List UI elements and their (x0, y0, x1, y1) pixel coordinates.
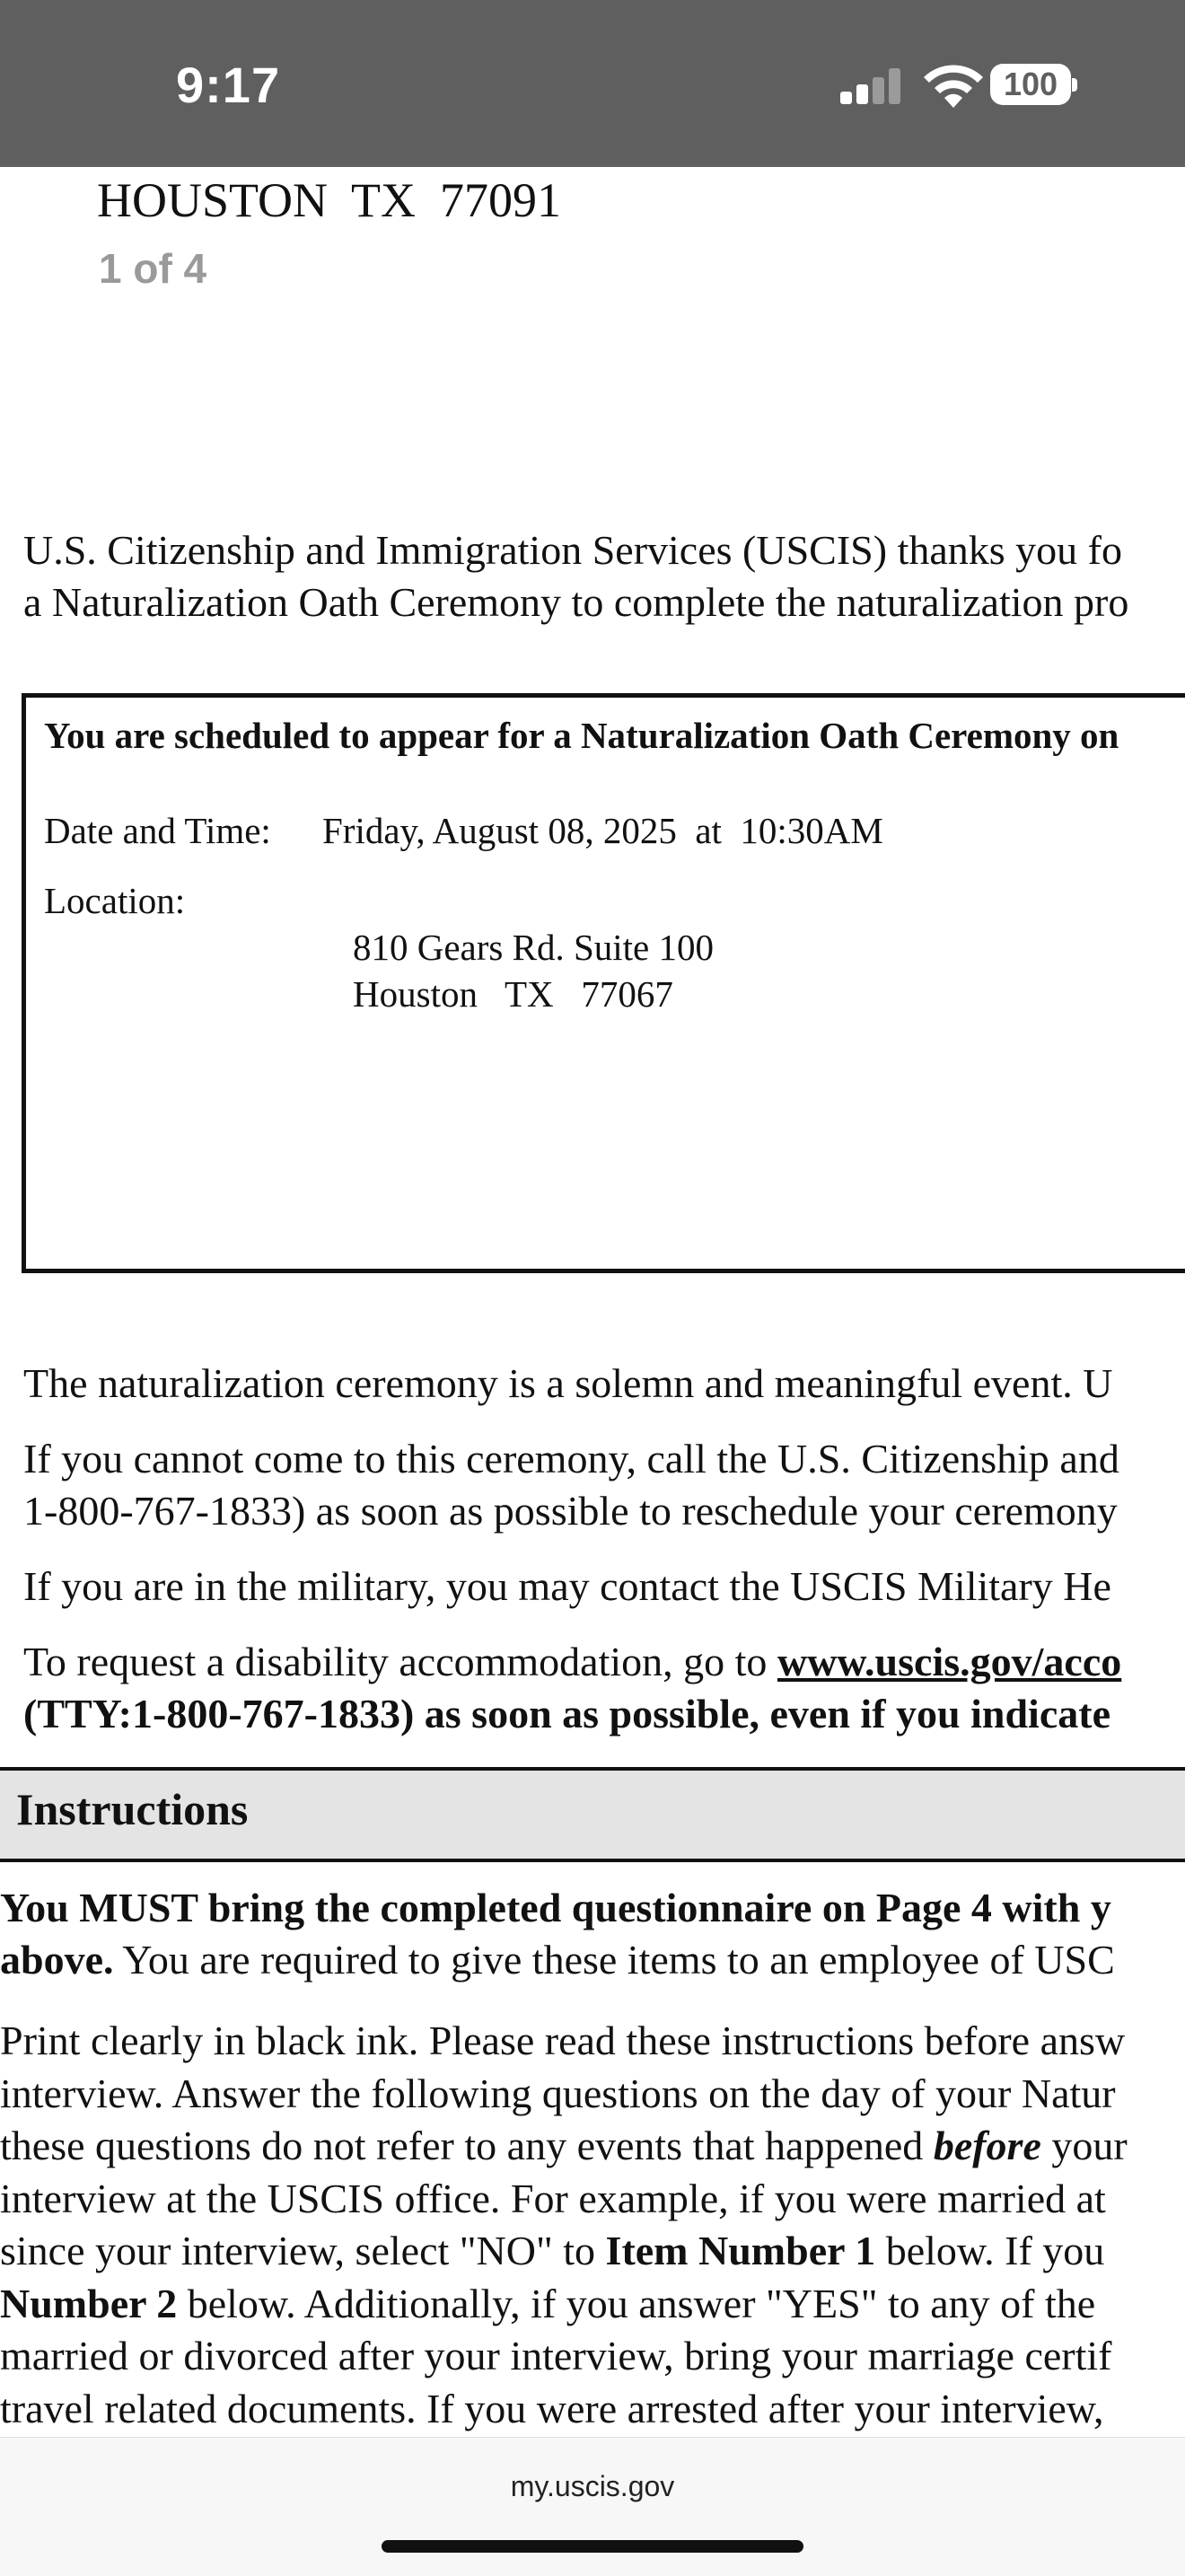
instruction-line: Print clearly in black ink. Please read these instructions before answ (0, 2018, 1126, 2063)
questionnaire-rest: You are required to give these items to an employee of USC (113, 1937, 1115, 1983)
wifi-icon (921, 63, 986, 110)
accommodation-link[interactable]: www.uscis.gov/acco (777, 1639, 1122, 1684)
status-time: 9:17 (176, 57, 281, 113)
accommodation-tty-line: (TTY:1-800-767-1833) as soon as possible, even if you indicate (23, 1691, 1110, 1736)
document-viewport[interactable] (0, 167, 1185, 2437)
browser-bottom-bar (0, 2437, 1185, 2576)
instruction-text: below. If you (875, 2228, 1105, 2273)
url-label[interactable]: my.uscis.gov (510, 2470, 675, 2502)
schedule-box (22, 693, 1185, 1273)
instruction-text: since your interview, select "NO" to (0, 2228, 606, 2273)
instruction-line: travel related documents. If you were arrested after your interview, (0, 2385, 1104, 2431)
instruction-line: interview at the USCIS office. For example, if you were married at (0, 2175, 1106, 2221)
instruction-line: interview. Answer the following questions on the day of your Natur (0, 2070, 1116, 2116)
home-indicator[interactable] (382, 2540, 803, 2553)
instruction-line: married or divorced after your interview, bring your marriage certif (0, 2333, 1112, 2378)
cellular-signal-icon (840, 68, 901, 104)
status-bar (0, 0, 1185, 167)
page-indicator: 1 of 4 (99, 245, 207, 292)
intro-paragraph (23, 524, 1128, 629)
military-paragraph: If you are in the military, you may contact the USCIS Military He (23, 1563, 1111, 1609)
accommodation-text: To request a disability accommodation, go to (23, 1639, 777, 1684)
reschedule-line: 1-800-767-1833) as soon as possible to reschedule your ceremony (23, 1488, 1118, 1534)
instruction-emphasis: before (933, 2123, 1041, 2168)
instructions-header (0, 1767, 1185, 1862)
date-time-value: Friday, August 08, 2025 at 10:30AM (322, 810, 883, 851)
reschedule-paragraph (23, 1433, 1119, 1537)
location-street: 810 Gears Rd. Suite 100 (353, 927, 714, 968)
print-instructions-paragraph (0, 2015, 1128, 2435)
date-time-label: Date and Time: (44, 810, 271, 851)
instruction-text: below. Additionally, if you answer "YES" to any of the (177, 2280, 1096, 2326)
instruction-text: these questions do not refer to any events that happened (0, 2123, 934, 2168)
ceremony-paragraph: The naturalization ceremony is a solemn and meaningful event. U (23, 1360, 1113, 1406)
accommodation-paragraph (23, 1636, 1121, 1740)
location-city: Houston TX 77067 (353, 973, 673, 1015)
instructions-title: Instructions (16, 1784, 249, 1834)
questionnaire-above: above. (0, 1937, 114, 1983)
questionnaire-paragraph (0, 1882, 1115, 1986)
item-number-2: Number 2 (0, 2280, 178, 2326)
questionnaire-line-bold: You MUST bring the completed questionnaire on Page 4 with y (0, 1885, 1111, 1930)
battery-level: 100 (1003, 66, 1058, 102)
recipient-address-line: HOUSTON TX 77091 (97, 173, 562, 227)
item-number-1: Item Number 1 (605, 2228, 876, 2273)
battery-tip (1072, 78, 1077, 92)
location-label: Location: (44, 880, 186, 921)
instruction-text: your (1040, 2123, 1128, 2168)
intro-line: a Naturalization Oath Ceremony to complete the naturalization pro (23, 579, 1129, 625)
schedule-title: You are scheduled to appear for a Naturalization Oath Ceremony on (44, 715, 1119, 756)
intro-line: U.S. Citizenship and Immigration Services (USCIS) thanks you fo (23, 527, 1122, 573)
reschedule-line: If you cannot come to this ceremony, call the U.S. Citizenship and (23, 1436, 1119, 1481)
battery-icon (990, 64, 1071, 105)
